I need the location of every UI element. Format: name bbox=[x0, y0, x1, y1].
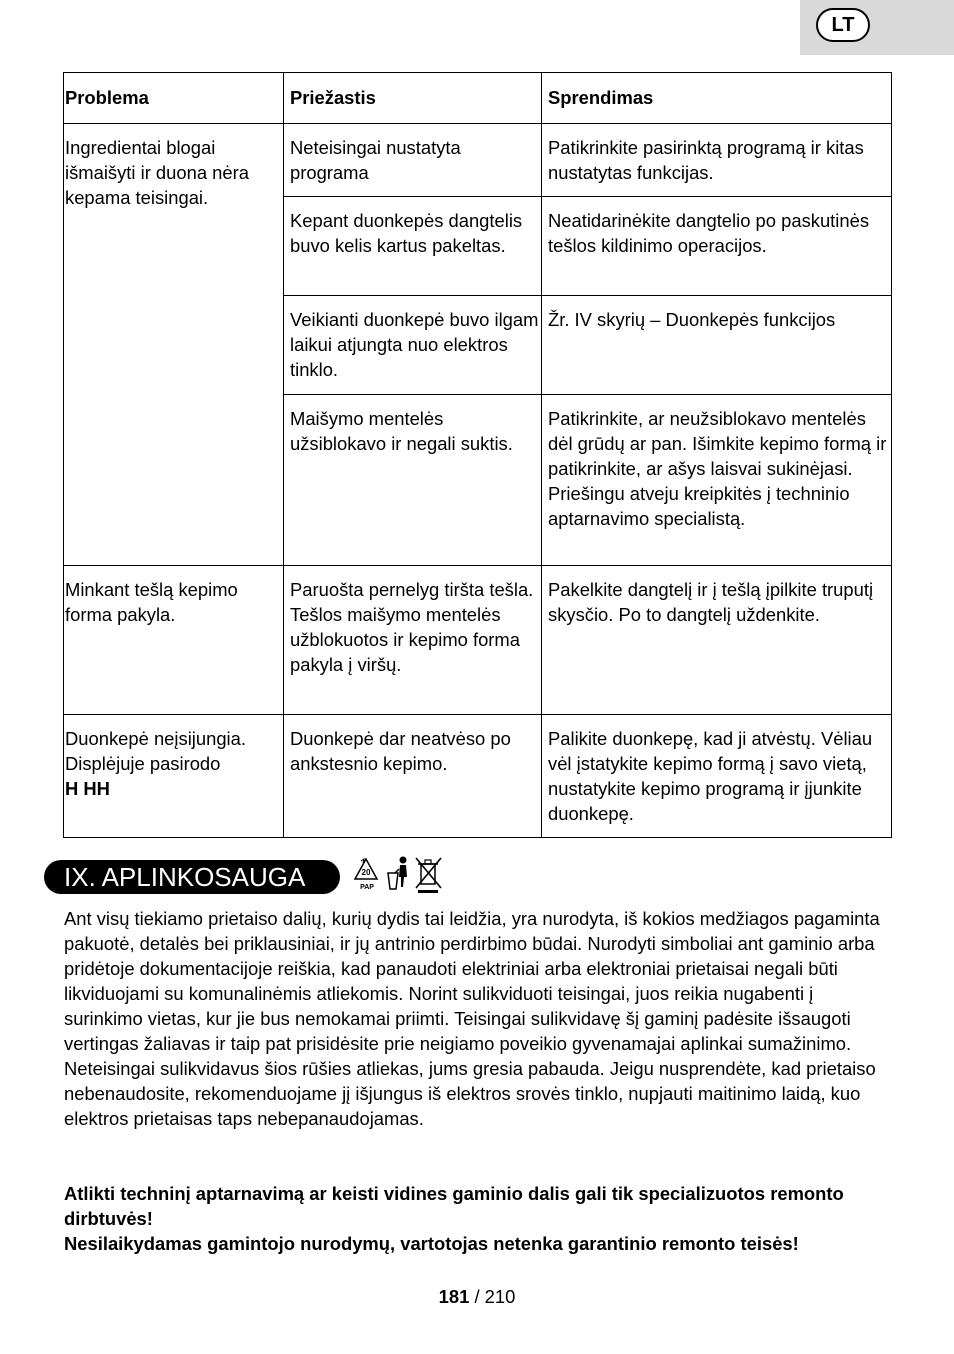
header-cause: Priežastis bbox=[284, 73, 542, 124]
problem-cell bbox=[64, 715, 284, 838]
header-problem: Problema bbox=[64, 73, 284, 124]
tidyman-icon bbox=[388, 857, 407, 890]
pap-label: PAP bbox=[360, 884, 374, 891]
current-page: 181 bbox=[438, 1286, 470, 1307]
cause-cell: Neteisingai nustatyta programa bbox=[284, 124, 542, 197]
pap-20-recycling-icon bbox=[355, 859, 377, 891]
total-pages: 210 bbox=[484, 1286, 516, 1307]
solution-cell: Patikrinkite, ar neužsiblokavo mentelės dėl grūdų ar pan. Išimkite kepimo formą ir patikrinkite, ar ašys laisvai sukinėjasi. Priešingu atveju kreipkitės į techninio aptarnavimo specialistą. bbox=[542, 395, 892, 566]
cause-cell: Veikianti duonkepė buvo ilgam laikui atjungta nuo elektros tinklo. bbox=[284, 296, 542, 395]
notice-warranty: Nesilaikydamas gamintojo nurodymų, vartotojas netenka garantinio remonto teisės! bbox=[64, 1233, 799, 1254]
solution-cell: Žr. IV skyrių – Duonkepės funkcijos bbox=[542, 296, 892, 395]
cause-cell: Duonkepė dar neatvėso po ankstesnio kepimo. bbox=[284, 715, 542, 838]
problem-text: Duonkepė neįsijungia. Displėjuje pasirodo bbox=[65, 728, 246, 774]
problem-cell: Minkant tešlą kepimo forma pakyla. bbox=[64, 566, 284, 715]
recycling-symbols bbox=[352, 855, 448, 895]
solution-cell: Neatidarinėkite dangtelio po paskutinės tešlos kildinimo operacijos. bbox=[542, 197, 892, 296]
header-solution: Sprendimas bbox=[542, 73, 892, 124]
error-code: H HH bbox=[65, 778, 110, 799]
table-header-row bbox=[64, 73, 892, 124]
cause-cell: Maišymo mentelės užsiblokavo ir negali suktis. bbox=[284, 395, 542, 566]
language-badge: LT bbox=[816, 8, 870, 42]
section-title: IX. APLINKOSAUGA bbox=[44, 860, 340, 894]
table-row bbox=[64, 715, 892, 838]
cause-cell: Paruošta pernelyg tiršta tešla. Tešlos maišymo mentelės užblokuotos ir kepimo forma pakyla į viršų. bbox=[284, 566, 542, 715]
solution-cell: Pakelkite dangtelį ir į tešlą įpilkite truputį skysčio. Po to dangtelį uždenkite. bbox=[542, 566, 892, 715]
pap-number: 20 bbox=[361, 868, 371, 877]
troubleshooting-table bbox=[63, 72, 892, 838]
solution-cell: Palikite duonkepę, kad ji atvėstų. Vėliau vėl įstatykite kepimo formą į savo vietą, nustatykite kepimo programą ir įjunkite duonkepę. bbox=[542, 715, 892, 838]
crossed-bin-icon bbox=[416, 858, 441, 893]
problem-cell: Ingredientai blogai išmaišyti ir duona nėra kepama teisingai. bbox=[64, 124, 284, 566]
notice-service: Atlikti techninį aptarnavimą ar keisti vidines gaminio dalis gali tik specializuotos remonto dirbtuvės! bbox=[64, 1183, 844, 1229]
page-number bbox=[0, 1286, 954, 1308]
table-row bbox=[64, 124, 892, 197]
solution-cell: Patikrinkite pasirinktą programą ir kitas nustatytas funkcijas. bbox=[542, 124, 892, 197]
environment-paragraph: Ant visų tiekiamo prietaiso dalių, kurių dydis tai leidžia, yra nurodyta, iš kokios medžiagos pagaminta pakuotė, detalės bei priklausiniai, ir jų antrinio perdirbimo būdai. Nurodyti simboliai ant gaminio arba pridėtoje dokumentacijoje reiškia, kad panaudoti elektriniai arba elektroniai prietaisai negali būti likviduojami su komunalinėmis atliekomis. Norint sulikviduoti teisingai, juos reikia nugabenti į surinkimo vietas, kur jie bus nemokamai priimti. Teisingai sulikvidavę šį gaminį padėsite išsaugoti vertingas žaliavas ir taip pat prisidėsite prie neigiamo poveikio gyvenamajai aplinkai sumažinimo. Neteisingai sulikvidavus šios rūšies atliekas, jums gresia pabauda. Jeigu nusprendėte, kad prietaiso nebenaudosite, rekomenduojame jį išjungus iš elektros srovės tinklo, nupjauti maitinimo laidą, kuo elektros prietaisas taps nebepanaudojamas. bbox=[64, 908, 880, 1129]
table-row bbox=[64, 566, 892, 715]
cause-cell: Kepant duonkepės dangtelis buvo kelis kartus pakeltas. bbox=[284, 197, 542, 296]
service-notices bbox=[64, 1181, 894, 1256]
page-separator: / bbox=[469, 1286, 485, 1307]
language-tab bbox=[800, 0, 954, 55]
environment-text bbox=[64, 906, 894, 1131]
